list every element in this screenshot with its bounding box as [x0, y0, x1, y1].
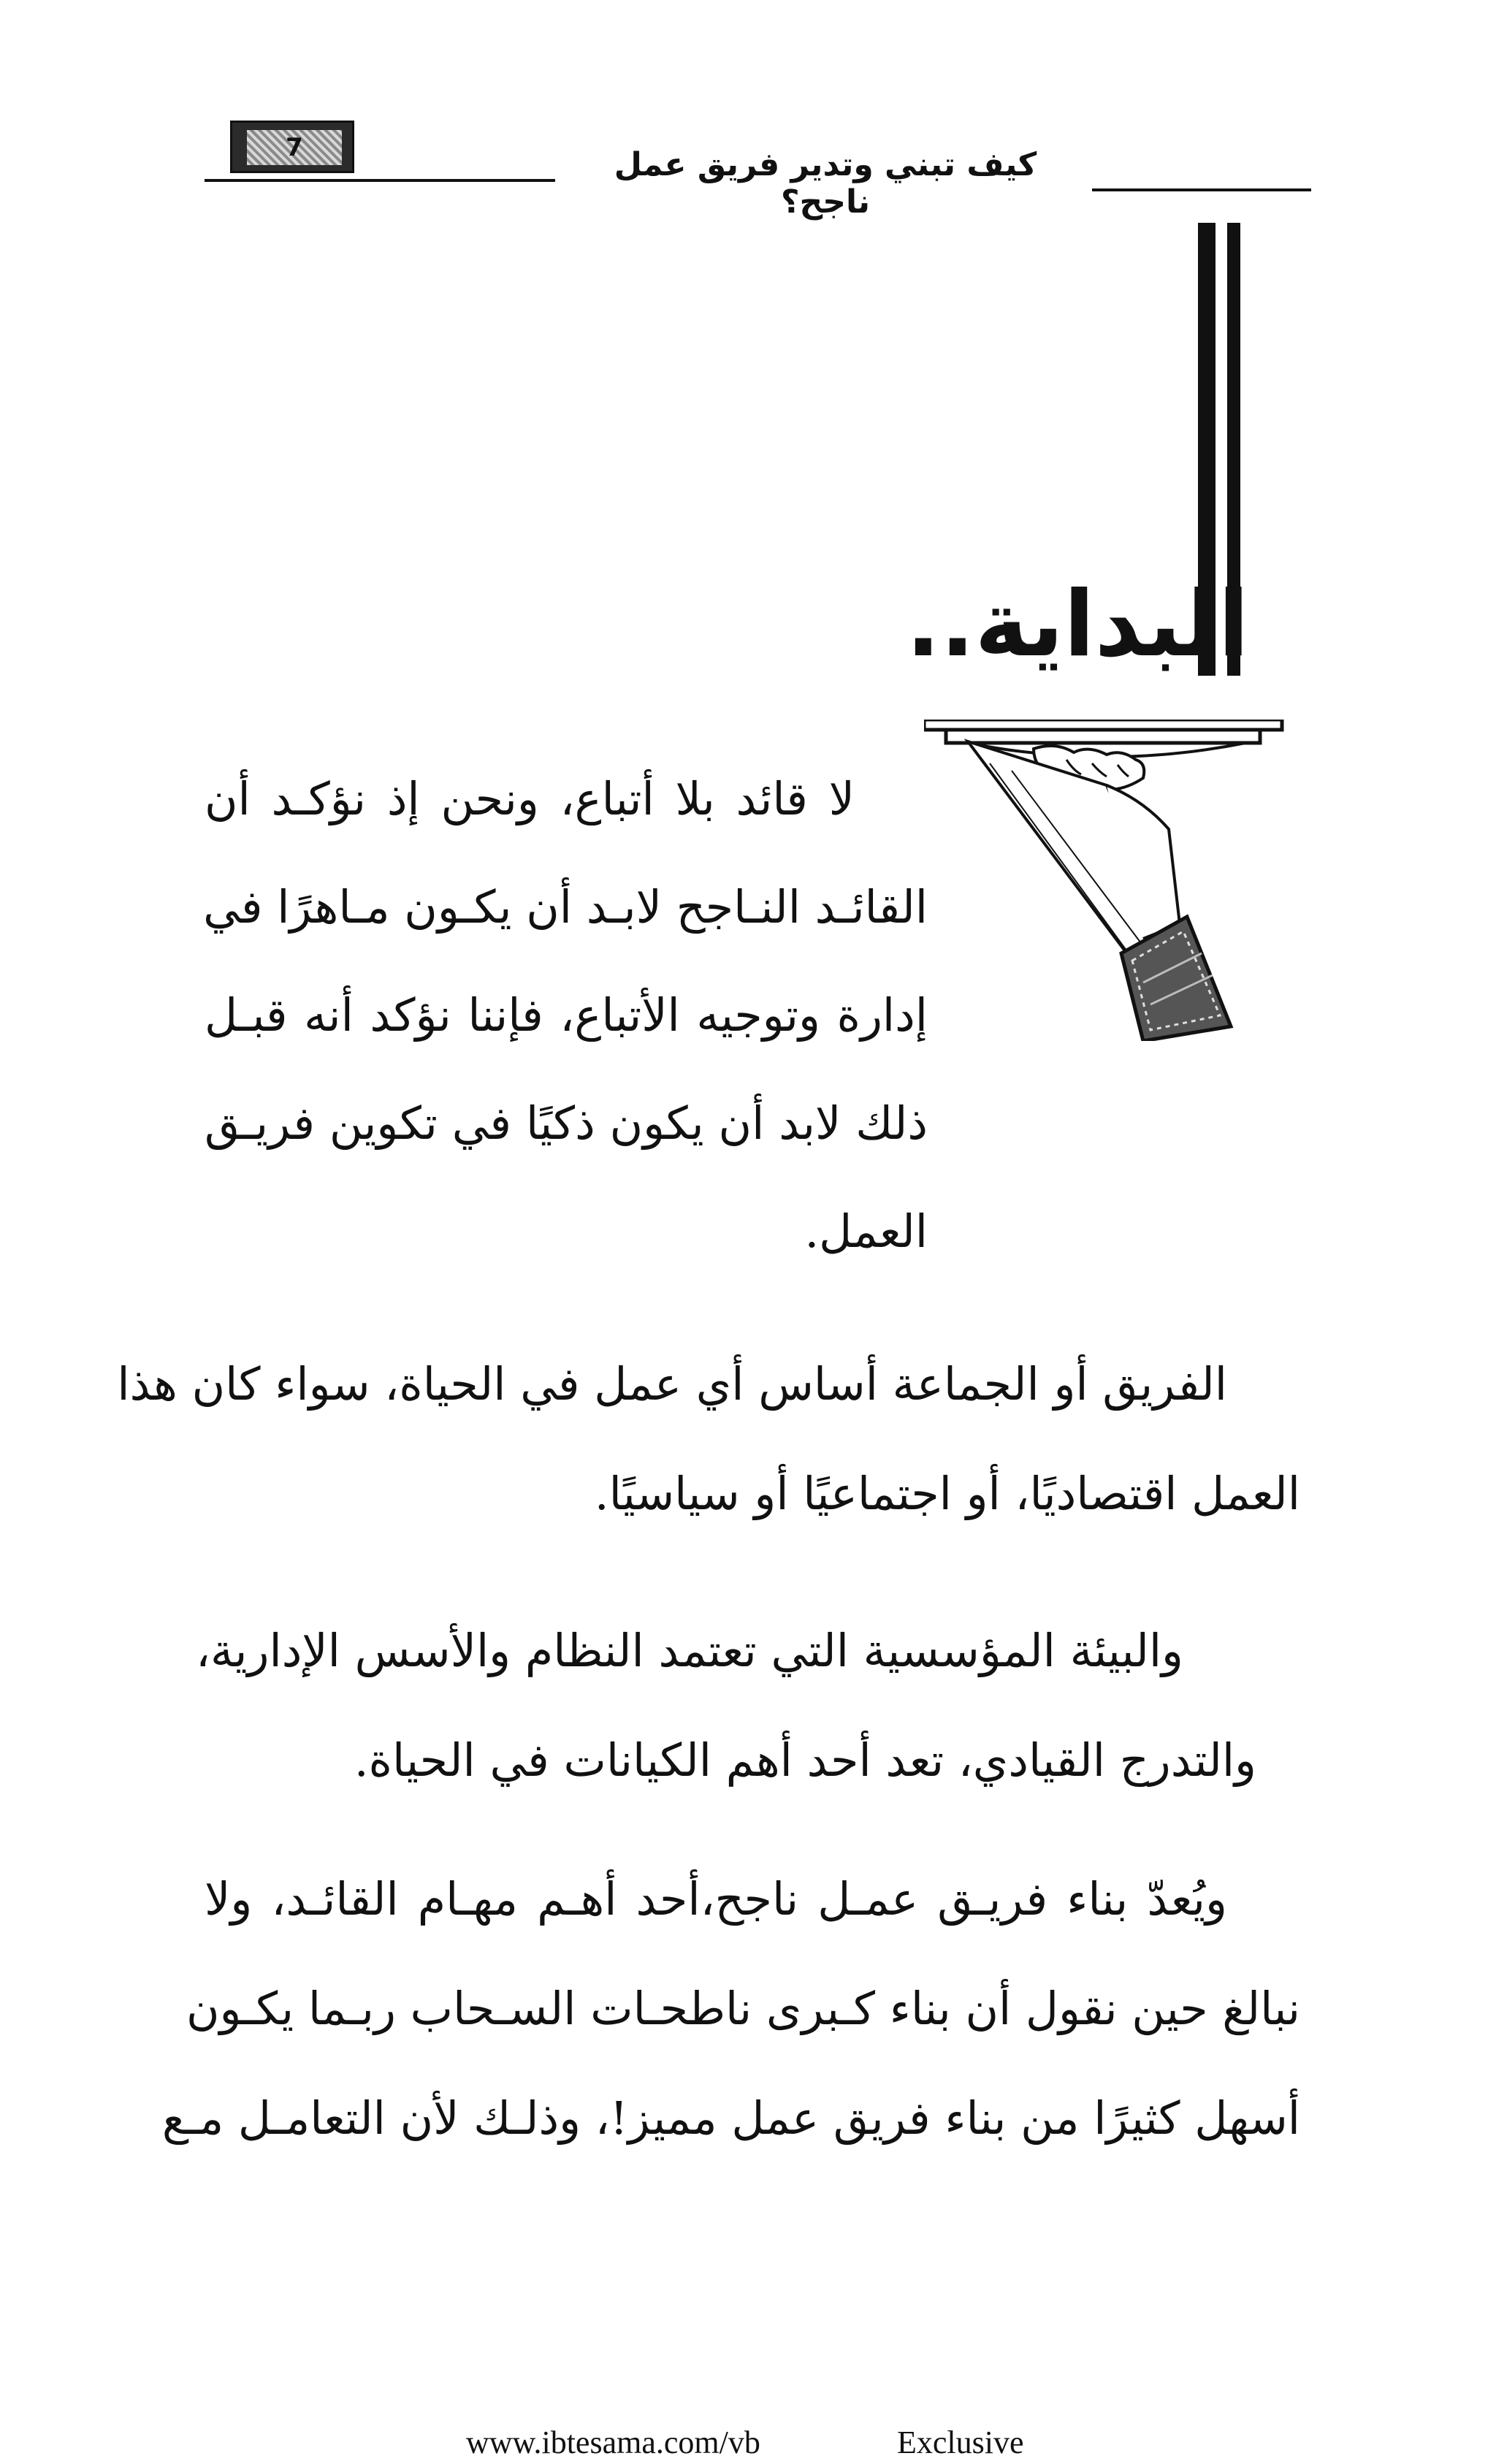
text-line: القائـد النـاجح لابـد أن يكـون مـاهرًا في [203, 880, 928, 934]
text-line: العمل. [804, 1205, 928, 1258]
text-line: نبالغ حين نقول أن بناء كـبرى ناطحـات السـحاب ربـما يكـون [186, 1982, 1300, 2035]
footer-tag: Exclusive [897, 2425, 1024, 2460]
text-line: إدارة وتوجيه الأتباع، فإننا نؤكد أنه قبـل [205, 988, 928, 1042]
text-line: العمل اقتصاديًا، أو اجتماعيًا أو سياسيًا. [594, 1467, 1300, 1520]
page-number: 7 [286, 133, 303, 162]
page-footer [0, 2424, 1496, 2460]
header-rule-right [1092, 188, 1311, 191]
hand-tray-illustration [924, 720, 1289, 1041]
paragraph-intro [205, 745, 928, 1286]
text-line: والتدرج القيادي، تعد أحد أهم الكيانات في الحياة. [354, 1733, 1256, 1787]
paragraph-institutional-environment [196, 1596, 1256, 1815]
text-line: الفريق أو الجماعة أساس أي عمل في الحياة، سواء كان هذا [117, 1357, 1227, 1411]
text-line: ويُعدّ بناء فريـق عمـل ناجح،أحد أهـم مهـام القائـد، ولا [205, 1872, 1227, 1926]
chapter-title: البداية.. [906, 572, 1249, 677]
text-line: والبيئة المؤسسية التي تعتمد النظام والأسس الإدارية، [196, 1624, 1183, 1677]
text-line: لا قائد بلا أتباع، ونحن إذ نؤكـد أن [205, 772, 855, 825]
running-header-title: كيف تبني وتدير فريق عمل ناجح؟ [614, 146, 1037, 221]
footer-url: www.ibtesama.com/vb [466, 2425, 760, 2460]
paragraph-team-foundation [117, 1330, 1300, 1549]
text-line: ذلك لابد أن يكون ذكيًا في تكوين فريـق [205, 1096, 928, 1150]
running-header [205, 110, 1315, 221]
page-number-badge [230, 121, 354, 173]
header-rule-left [205, 179, 555, 182]
paragraph-building-team [161, 1845, 1300, 2173]
text-line: أسهل كثيرًا من بناء فريق عمل مميز!، وذلـك لأن التعامـل مـع [161, 2091, 1300, 2145]
